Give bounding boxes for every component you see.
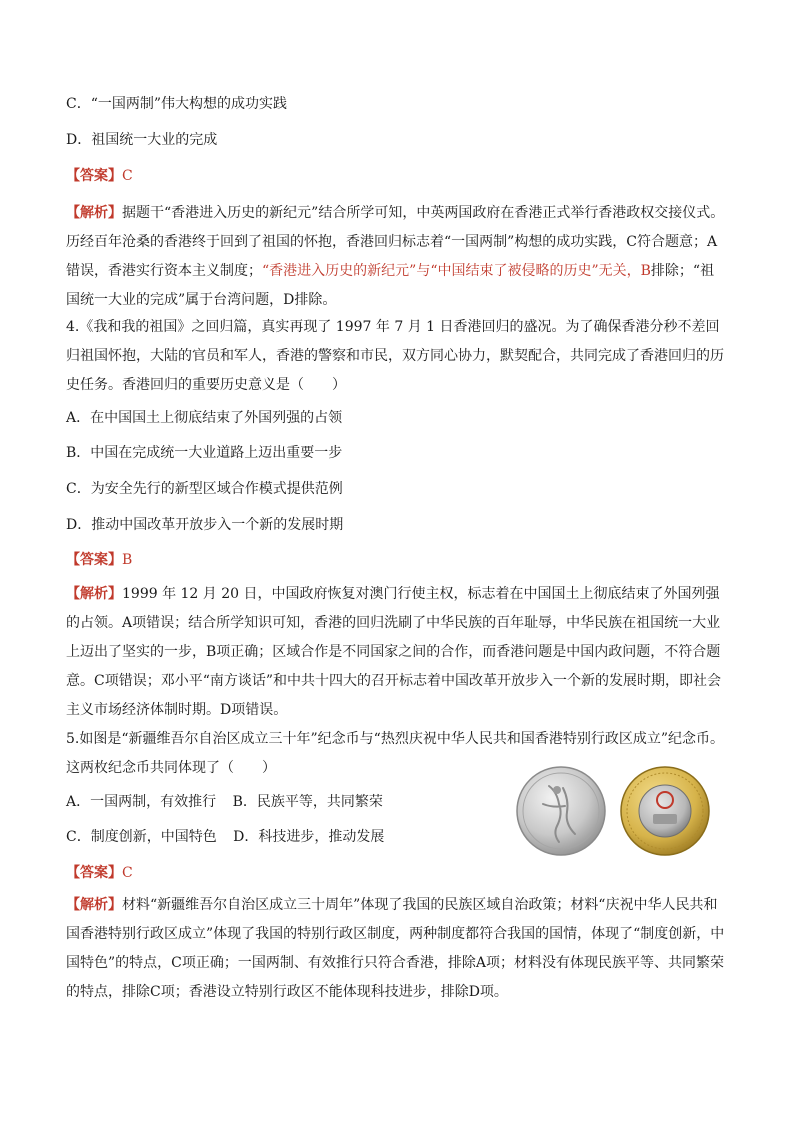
q4-analysis bbox=[66, 580, 726, 725]
q4-option-d: D．推动中国改革开放步入一个新的发展时期 bbox=[66, 517, 344, 533]
answer-tag: 【答案】 bbox=[66, 168, 122, 184]
q3-option-d: D．祖国统一大业的完成 bbox=[66, 132, 218, 148]
q4-option-c: C．为安全先行的新型区域合作模式提供范例 bbox=[66, 481, 343, 497]
q4-option-a: A．在中国国土上彻底结束了外国列强的占领 bbox=[66, 410, 343, 426]
q5-answer bbox=[66, 863, 133, 883]
answer-tag: 【答案】 bbox=[66, 865, 122, 881]
q5-option-a: A．一国两制，有效推行 bbox=[66, 794, 217, 810]
q4-analysis-text: 1999 年 12 月 20 日，中国政府恢复对澳门行使主权，标志着在中国国土上彻底结束了外国列强的占领。A项错误；结合所学知识可知，香港的回归洗刷了中华民族的百年耻辱，中华民族在祖国统一大业上迈出了坚实的一步，B项正确；区域合作是不同国家之间的合作，而香港问题是中国内政问题，不符合题意。C项错误；邓小平“南方谈话”和中共十四大的召开标志着中国改革开放步入一个新的发展时期，即社会主义市场经济体制时期。D项错误。 bbox=[66, 586, 722, 718]
xinjiang-coin bbox=[517, 767, 605, 855]
commemorative-coins-image bbox=[513, 764, 713, 858]
q3-analysis-text-b: 排除；“祖国统一大业的完成”属于台湾问题，D排除。 bbox=[66, 263, 715, 308]
q5-options-row-2 bbox=[66, 827, 384, 847]
q5-analysis bbox=[66, 891, 726, 1007]
q5-stem: 5.如图是“新疆维吾尔自治区成立三十年”纪念币与“热烈庆祝中华人民共和国香港特别行政区成立”纪念币。这两枚纪念币共同体现了（ ） bbox=[66, 731, 724, 776]
analysis-tag: 【解析】 bbox=[66, 897, 122, 913]
q5-option-c: C．制度创新，中国特色 bbox=[66, 829, 217, 845]
q3-analysis-text-a: 据题干“香港进入历史的新纪元”结合所学可知，中英两国政府在香港正式举行香港政权交接仪式。历经百年沧桑的香港终于回到了祖国的怀抱，香港回归标志着“一国两制”构想的成功实践，C符合题意；A错误，香港实行资本主义制度； bbox=[66, 205, 725, 279]
q3-analysis bbox=[66, 199, 726, 315]
q3-option-c: C．“一国两制”伟大构想的成功实践 bbox=[66, 96, 288, 112]
q5-analysis-text: 材料“新疆维吾尔自治区成立三十周年”体现了我国的民族区域自治政策；材料“庆祝中华人民共和国香港特别行政区成立”体现了我国的特别行政区制度，两种制度都符合我国的国情，体现了“制度创新，中国特色”的特点，C项正确；一国两制、有效推行只符合香港，排除A项；材料没有体现民族平等、共同繁荣的特点，排除C项；香港设立特别行政区不能体现科技进步，排除D项。 bbox=[66, 897, 725, 1000]
q4-stem: 4.《我和我的祖国》之回归篇，真实再现了 1997 年 7 月 1 日香港回归的盛况。为了确保香港分秒不差回归祖国怀抱，大陆的官员和军人，香港的警察和市民，双方同心协力，默契配合，共同完成了香港回归的历史任务。香港回归的重要历史意义是（ ） bbox=[66, 319, 724, 393]
analysis-tag: 【解析】 bbox=[66, 205, 122, 221]
answer-value: B bbox=[122, 552, 133, 568]
q4-answer bbox=[66, 550, 132, 570]
analysis-tag: 【解析】 bbox=[66, 586, 122, 602]
q3-analysis-highlight: “香港进入历史的新纪元”与“中国结束了被侵略的历史”无关，B bbox=[262, 263, 651, 279]
q5-options-row-1 bbox=[66, 792, 383, 812]
answer-value: C bbox=[122, 865, 133, 881]
answer-value: C bbox=[122, 168, 133, 184]
hong-kong-coin bbox=[621, 767, 709, 855]
q4-option-b: B．中国在完成统一大业道路上迈出重要一步 bbox=[66, 445, 343, 461]
q5-option-d: D．科技进步，推动发展 bbox=[233, 829, 385, 845]
q3-answer bbox=[66, 166, 133, 186]
q5-option-b: B．民族平等，共同繁荣 bbox=[232, 794, 383, 810]
answer-tag: 【答案】 bbox=[66, 552, 122, 568]
